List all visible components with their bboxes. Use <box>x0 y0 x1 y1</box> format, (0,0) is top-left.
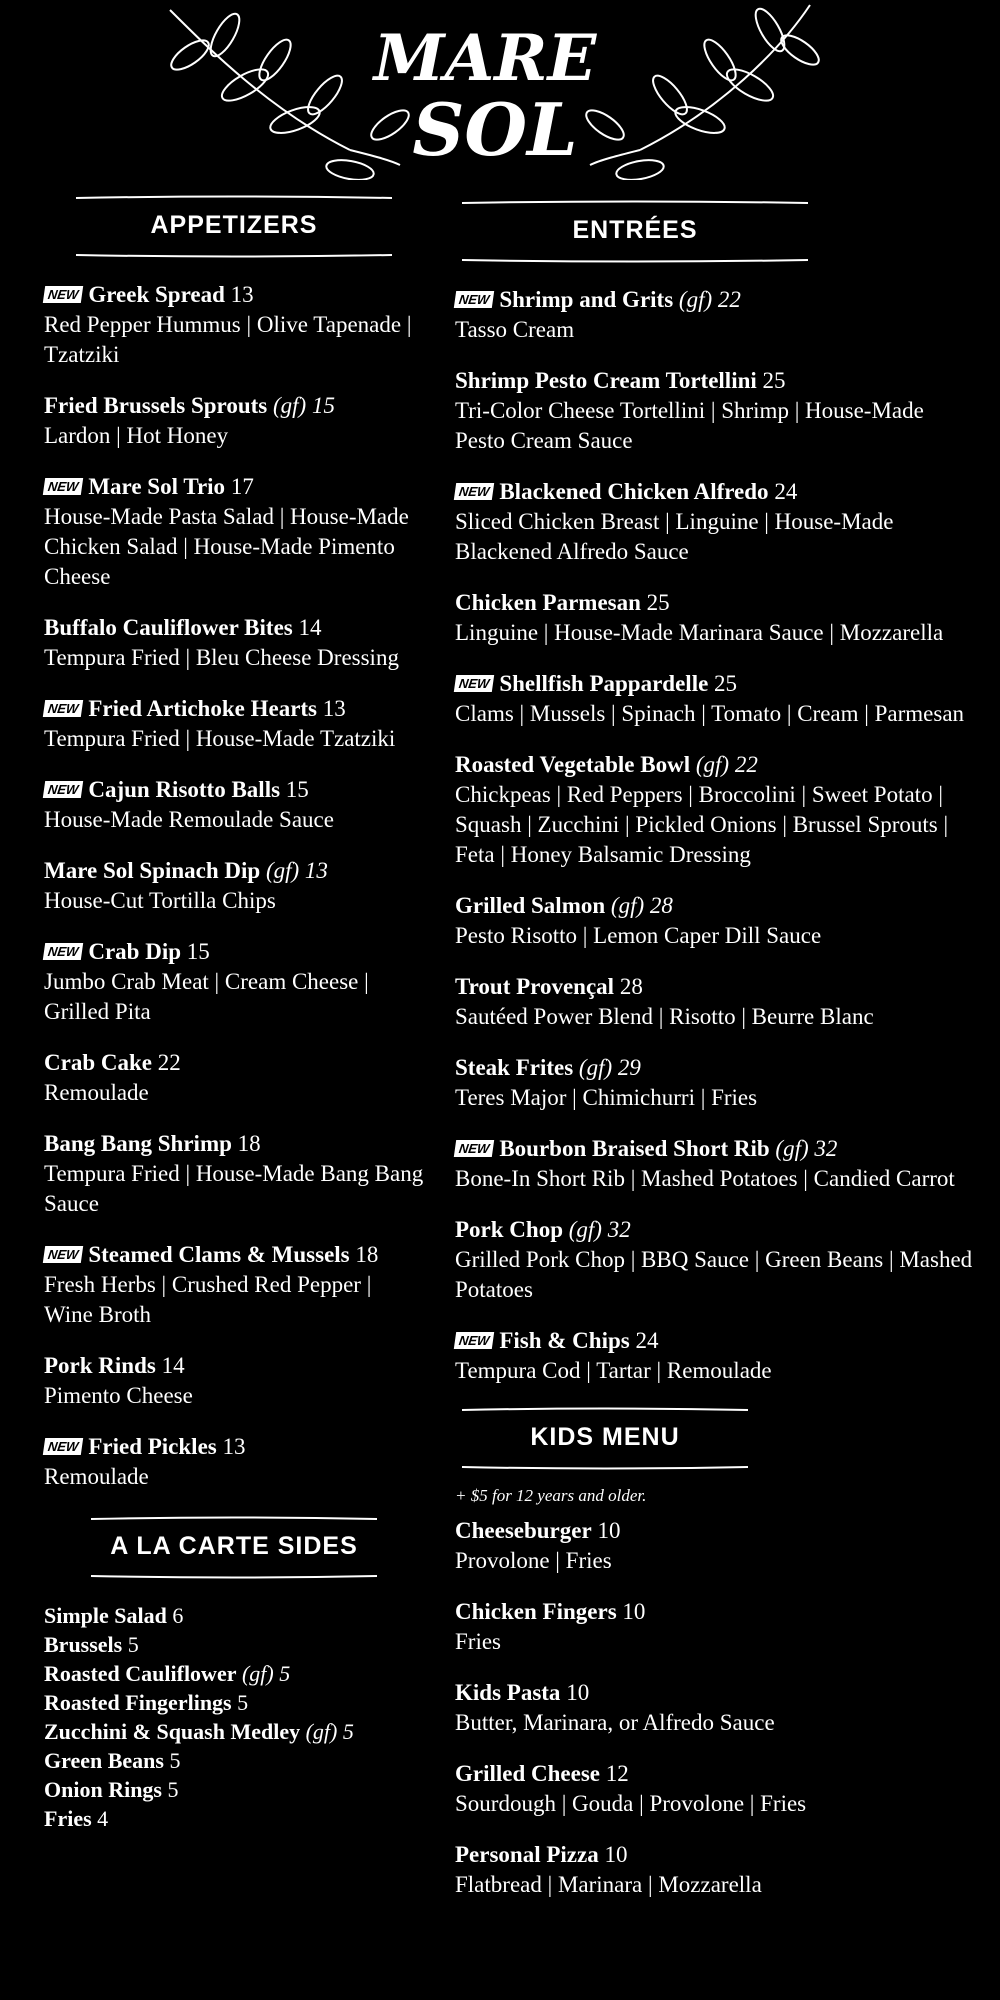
item-description: Clams | Mussels | Spinach | Tomato | Cream | Parmesan <box>455 701 965 726</box>
item-head <box>44 1746 424 1775</box>
menu-item <box>455 477 975 567</box>
item-name: Fries <box>44 1806 92 1831</box>
new-badge: NEW <box>43 1246 84 1263</box>
item-price: 32 <box>607 1217 631 1242</box>
item-description: Pesto Risotto | Lemon Caper Dill Sauce <box>455 923 822 948</box>
item-price: 10 <box>566 1680 590 1705</box>
item-name: Pork Chop <box>455 1217 563 1242</box>
menu-item <box>44 694 424 754</box>
menu-item <box>44 391 424 451</box>
rule-top <box>74 195 394 201</box>
item-head <box>455 1597 975 1627</box>
gluten-free-tag: (gf) <box>775 1136 809 1161</box>
item-head <box>455 477 975 507</box>
item-description: Sliced Chicken Breast | Linguine | House-Made Blackened Alfredo Sauce <box>455 509 894 564</box>
appetizers-list <box>44 280 424 1492</box>
item-head <box>44 1659 424 1688</box>
gluten-free-tag: (gf) <box>678 287 713 312</box>
rule-bottom <box>460 257 810 263</box>
item-name: Chicken Fingers <box>455 1599 617 1624</box>
item-name: Trout Provençal <box>455 974 615 999</box>
item-name: Shrimp Pesto Cream Tortellini <box>455 368 757 393</box>
item-description: Butter, Marinara, or Alfredo Sauce <box>455 1710 775 1735</box>
item-name: Steak Frites <box>455 1055 574 1080</box>
rule-bottom <box>74 252 394 258</box>
item-price: 13 <box>222 1434 246 1459</box>
menu-item <box>44 280 424 370</box>
item-description: Linguine | House-Made Marinara Sauce | Mozzarella <box>455 620 944 645</box>
item-name: Fried Brussels Sprouts <box>44 393 268 418</box>
item-name: Roasted Vegetable Bowl <box>455 752 691 777</box>
side-item <box>44 1630 424 1659</box>
item-price: 17 <box>230 474 254 499</box>
item-head <box>44 280 424 310</box>
side-item <box>44 1717 424 1746</box>
new-badge: NEW <box>43 1438 84 1455</box>
menu-item <box>44 1048 424 1108</box>
gluten-free-tag: (gf) <box>610 893 645 918</box>
item-description: Bone-In Short Rib | Mashed Potatoes | Candied Carrot <box>455 1166 955 1191</box>
menu-item <box>44 1240 424 1330</box>
item-description: Tasso Cream <box>455 317 575 342</box>
item-head <box>44 1688 424 1717</box>
gluten-free-tag: (gf) <box>695 752 730 777</box>
item-price: 15 <box>285 777 309 802</box>
new-badge: NEW <box>454 1332 495 1349</box>
side-item <box>44 1601 424 1630</box>
rule-bottom <box>460 1464 750 1470</box>
item-name: Cajun Risotto Balls <box>88 777 281 802</box>
item-head <box>455 1678 975 1708</box>
menu-item <box>44 1129 424 1219</box>
item-price: 12 <box>605 1761 629 1786</box>
item-name: Simple Salad <box>44 1603 167 1628</box>
item-head <box>44 1432 424 1462</box>
item-price: 5 <box>237 1690 249 1715</box>
item-price: 25 <box>762 368 786 393</box>
item-head <box>455 1759 975 1789</box>
item-head <box>44 472 424 502</box>
menu-item <box>455 891 975 951</box>
gluten-free-tag: (gf) <box>578 1055 613 1080</box>
item-head <box>44 1804 424 1833</box>
sides-header <box>44 1516 424 1579</box>
item-price: 15 <box>186 939 210 964</box>
item-description: House-Cut Tortilla Chips <box>44 888 276 913</box>
item-head <box>455 1840 975 1870</box>
item-name: Steamed Clams & Mussels <box>88 1242 350 1267</box>
item-description: Sautéed Power Blend | Risotto | Beurre Blanc <box>455 1004 874 1029</box>
item-name: Grilled Salmon <box>455 893 606 918</box>
item-head <box>455 1215 975 1245</box>
item-head <box>455 891 975 921</box>
item-name: Crab Dip <box>88 939 181 964</box>
item-head <box>44 1630 424 1659</box>
entrees-header <box>455 200 815 263</box>
item-head <box>455 1053 975 1083</box>
side-item <box>44 1688 424 1717</box>
new-badge: NEW <box>454 675 495 692</box>
item-price: 5 <box>127 1632 139 1657</box>
item-head <box>44 391 424 421</box>
rule-top <box>460 1407 750 1413</box>
item-head <box>455 1326 975 1356</box>
appetizers-header <box>44 195 424 258</box>
menu-item <box>44 613 424 673</box>
menu-item <box>455 1759 975 1819</box>
section-title: A LA CARTE SIDES <box>110 1532 358 1560</box>
item-price: 22 <box>717 287 741 312</box>
item-price: 18 <box>355 1242 379 1267</box>
item-description: Tempura Fried | House-Made Bang Bang Sauce <box>44 1161 424 1216</box>
item-name: Roasted Fingerlings <box>44 1690 232 1715</box>
item-head <box>44 1775 424 1804</box>
menu-item <box>44 1351 424 1411</box>
item-description: Remoulade <box>44 1464 149 1489</box>
menu-item <box>44 472 424 592</box>
menu-item <box>455 1326 975 1386</box>
item-description: Fries <box>455 1629 501 1654</box>
item-name: Fried Artichoke Hearts <box>88 696 318 721</box>
item-name: Bourbon Braised Short Rib <box>499 1136 770 1161</box>
item-head <box>44 937 424 967</box>
item-head <box>44 1601 424 1630</box>
item-head <box>455 588 975 618</box>
item-description: Chickpeas | Red Peppers | Broccolini | Sweet Potato | Squash | Zucchini | Pickled Onions | Brussel Sprouts | Feta | Honey Balsamic Dressing <box>455 782 949 867</box>
item-name: Cheeseburger <box>455 1518 592 1543</box>
new-badge: NEW <box>43 943 84 960</box>
menu-item <box>455 366 975 456</box>
item-name: Zucchini & Squash Medley <box>44 1719 301 1744</box>
item-head <box>455 750 975 780</box>
item-head <box>44 1717 424 1746</box>
item-head <box>44 1240 424 1270</box>
item-description: House-Made Pasta Salad | House-Made Chicken Salad | House-Made Pimento Cheese <box>44 504 409 589</box>
item-name: Onion Rings <box>44 1777 162 1802</box>
new-badge: NEW <box>454 291 495 308</box>
menu-item <box>455 1678 975 1738</box>
item-description: Grilled Pork Chop | BBQ Sauce | Green Beans | Mashed Potatoes <box>455 1247 973 1302</box>
logo-with-branches <box>150 0 850 180</box>
item-description: Red Pepper Hummus | Olive Tapenade | Tzatziki <box>44 312 412 367</box>
menu-item <box>455 1516 975 1576</box>
item-name: Greek Spread <box>88 282 225 307</box>
menu-item <box>455 1597 975 1657</box>
item-name: Fish & Chips <box>499 1328 630 1353</box>
item-description: Teres Major | Chimichurri | Fries <box>455 1085 758 1110</box>
menu-item <box>455 1134 975 1194</box>
gluten-free-tag: (gf) <box>272 393 307 418</box>
item-price: 4 <box>97 1806 109 1831</box>
new-badge: NEW <box>454 483 495 500</box>
item-price: 32 <box>814 1136 838 1161</box>
item-price: 14 <box>298 615 322 640</box>
kids-header <box>455 1407 755 1470</box>
menu-header <box>0 0 1000 180</box>
section-title: ENTRÉES <box>572 216 698 244</box>
item-description: Sourdough | Gouda | Provolone | Fries <box>455 1791 807 1816</box>
item-price: 15 <box>311 393 335 418</box>
gluten-free-tag: (gf) <box>241 1661 274 1686</box>
gluten-free-tag: (gf) <box>305 1719 338 1744</box>
item-name: Grilled Cheese <box>455 1761 600 1786</box>
side-item <box>44 1804 424 1833</box>
menu-item <box>455 669 975 729</box>
item-name: Kids Pasta <box>455 1680 561 1705</box>
item-price: 29 <box>617 1055 641 1080</box>
item-name: Brussels <box>44 1632 123 1657</box>
item-name: Fried Pickles <box>88 1434 217 1459</box>
item-description: Tempura Cod | Tartar | Remoulade <box>455 1358 772 1383</box>
item-price: 10 <box>597 1518 621 1543</box>
item-head <box>44 1351 424 1381</box>
item-price: 6 <box>172 1603 184 1628</box>
item-name: Chicken Parmesan <box>455 590 641 615</box>
item-price: 28 <box>649 893 673 918</box>
item-description: Pimento Cheese <box>44 1383 193 1408</box>
item-price: 25 <box>646 590 670 615</box>
side-item <box>44 1659 424 1688</box>
item-name: Personal Pizza <box>455 1842 599 1867</box>
item-name: Buffalo Cauliflower Bites <box>44 615 293 640</box>
gluten-free-tag: (gf) <box>265 858 300 883</box>
item-head <box>44 1048 424 1078</box>
item-price: 5 <box>342 1719 354 1744</box>
item-description: Provolone | Fries <box>455 1548 612 1573</box>
menu-item <box>455 1215 975 1305</box>
kids-list <box>455 1516 975 1900</box>
menu-item <box>455 588 975 648</box>
right-column <box>455 200 975 1921</box>
item-name: Shellfish Pappardelle <box>499 671 709 696</box>
entrees-list <box>455 285 975 1386</box>
item-price: 10 <box>622 1599 646 1624</box>
item-price: 10 <box>604 1842 628 1867</box>
item-head <box>455 366 975 396</box>
menu-item <box>44 937 424 1027</box>
item-name: Crab Cake <box>44 1050 152 1075</box>
item-price: 22 <box>734 752 758 777</box>
logo-line2: SOL <box>412 87 578 172</box>
menu-item <box>44 856 424 916</box>
item-head <box>44 613 424 643</box>
side-item <box>44 1775 424 1804</box>
item-price: 24 <box>635 1328 659 1353</box>
item-head <box>455 669 975 699</box>
item-description: Tempura Fried | House-Made Tzatziki <box>44 726 396 751</box>
item-description: Flatbread | Marinara | Mozzarella <box>455 1872 762 1897</box>
new-badge: NEW <box>43 700 84 717</box>
item-price: 14 <box>161 1353 185 1378</box>
menu-item <box>455 285 975 345</box>
item-price: 24 <box>774 479 798 504</box>
item-head <box>455 285 975 315</box>
item-description: House-Made Remoulade Sauce <box>44 807 334 832</box>
item-head <box>455 1516 975 1546</box>
item-name: Bang Bang Shrimp <box>44 1131 232 1156</box>
item-price: 28 <box>619 974 643 999</box>
item-price: 13 <box>322 696 346 721</box>
new-badge: NEW <box>43 478 84 495</box>
logo-line1: MARE <box>373 21 597 96</box>
item-head <box>44 1129 424 1159</box>
item-price: 5 <box>279 1661 291 1686</box>
left-column <box>44 195 424 1833</box>
right-branch-icon <box>582 5 823 180</box>
new-badge: NEW <box>454 1140 495 1157</box>
item-description: Tri-Color Cheese Tortellini | Shrimp | House-Made Pesto Cream Sauce <box>455 398 924 453</box>
item-name: Mare Sol Trio <box>88 474 226 499</box>
item-description: Fresh Herbs | Crushed Red Pepper | Wine Broth <box>44 1272 372 1327</box>
menu-item <box>44 1432 424 1492</box>
item-name: Blackened Chicken Alfredo <box>499 479 769 504</box>
item-price: 25 <box>714 671 738 696</box>
item-name: Mare Sol Spinach Dip <box>44 858 261 883</box>
menu-item <box>455 1053 975 1113</box>
item-price: 13 <box>304 858 328 883</box>
item-description: Remoulade <box>44 1080 149 1105</box>
sides-list <box>44 1601 424 1833</box>
item-head <box>44 694 424 724</box>
rule-top <box>460 200 810 206</box>
item-name: Green Beans <box>44 1748 164 1773</box>
item-head <box>455 1134 975 1164</box>
new-badge: NEW <box>43 286 84 303</box>
gluten-free-tag: (gf) <box>568 1217 602 1242</box>
new-badge: NEW <box>43 781 84 798</box>
item-head <box>44 775 424 805</box>
item-price: 13 <box>230 282 254 307</box>
section-title: APPETIZERS <box>150 211 318 239</box>
item-head <box>455 972 975 1002</box>
item-head <box>44 856 424 886</box>
item-description: Jumbo Crab Meat | Cream Cheese | Grilled Pita <box>44 969 369 1024</box>
kids-age-note: + $5 for 12 years and older. <box>455 1486 647 1505</box>
side-item <box>44 1746 424 1775</box>
item-price: 5 <box>167 1777 179 1802</box>
item-price: 18 <box>237 1131 261 1156</box>
section-title: KIDS MENU <box>530 1423 680 1451</box>
item-price: 22 <box>157 1050 181 1075</box>
rule-top <box>89 1516 379 1522</box>
item-description: Lardon | Hot Honey <box>44 423 229 448</box>
item-price: 5 <box>169 1748 181 1773</box>
item-description: Tempura Fried | Bleu Cheese Dressing <box>44 645 399 670</box>
menu-item <box>455 1840 975 1900</box>
item-name: Shrimp and Grits <box>499 287 674 312</box>
menu-item <box>455 972 975 1032</box>
menu-item <box>455 750 975 870</box>
item-name: Pork Rinds <box>44 1353 156 1378</box>
rule-bottom <box>89 1573 379 1579</box>
menu-item <box>44 775 424 835</box>
item-name: Roasted Cauliflower <box>44 1661 237 1686</box>
